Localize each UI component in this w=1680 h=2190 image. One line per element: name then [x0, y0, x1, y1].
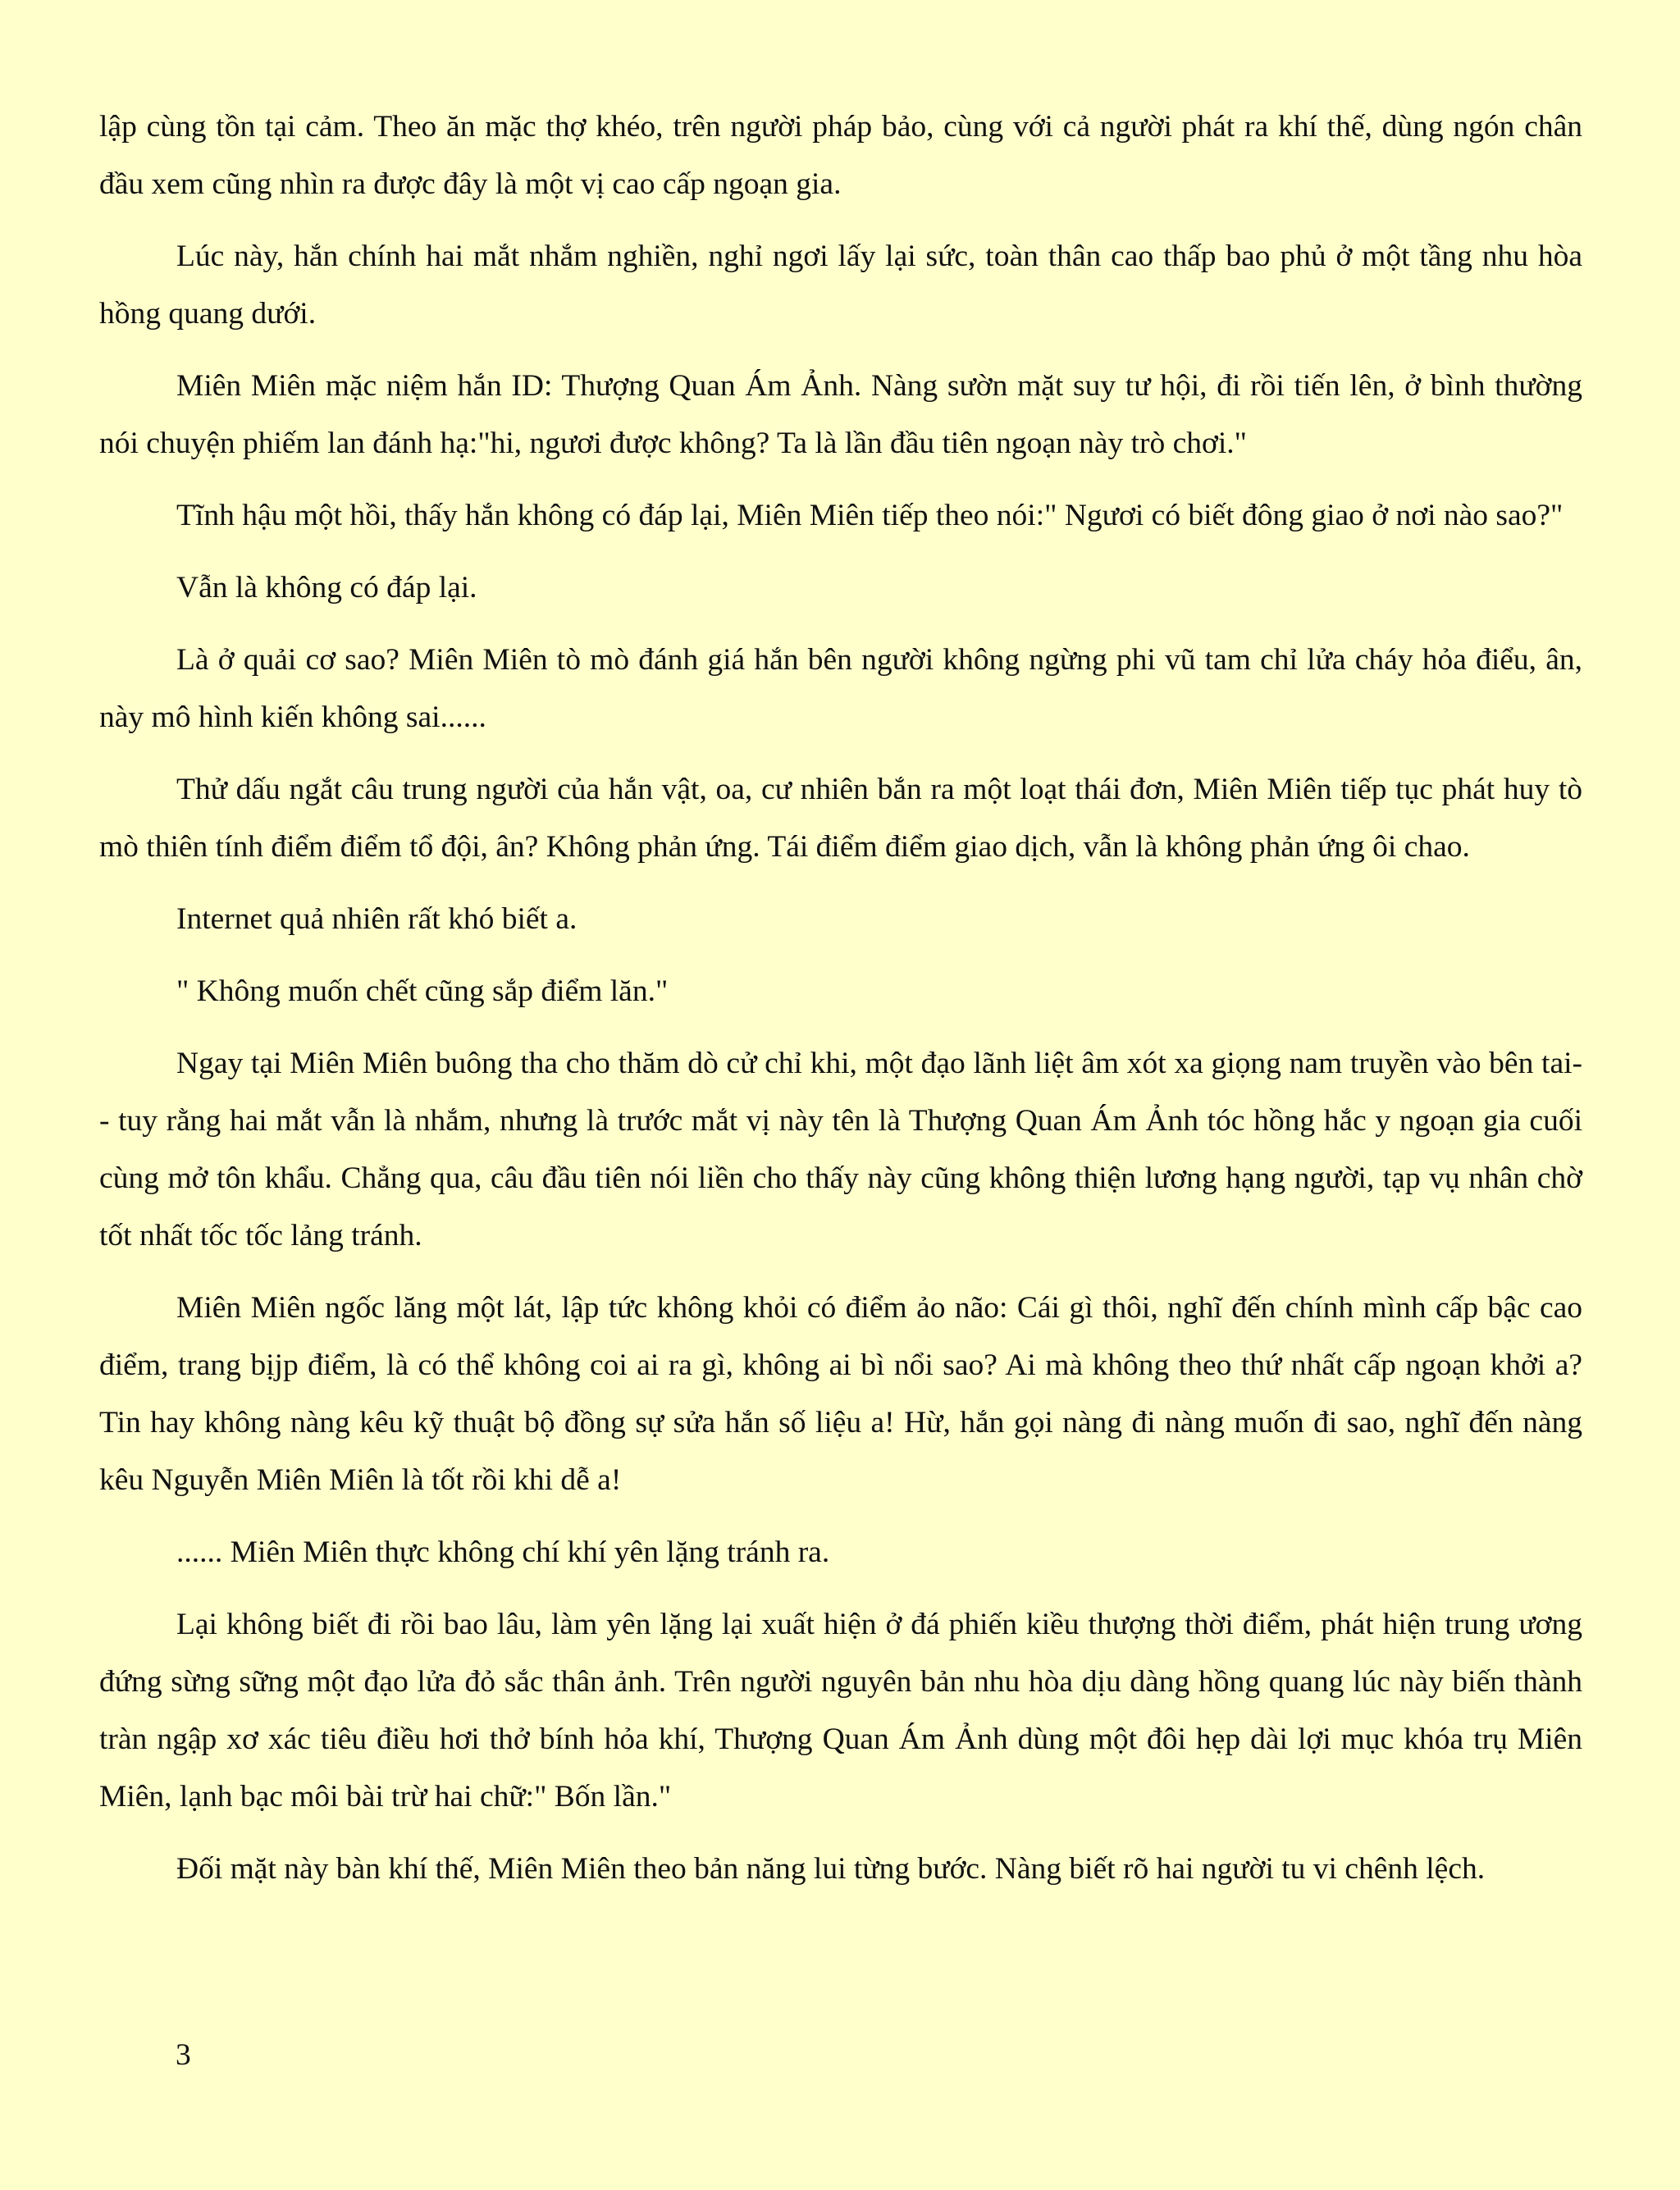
paragraph-9: " Không muốn chết cũng sắp điểm lăn.": [176, 974, 669, 1008]
paragraph-2: Lúc này, hắn chính hai mắt nhắm nghiền, nghỉ ngơi lấy lại sức, toàn thân cao thấp bao phủ ở một tầng nhu hòa hồng quang dưới.: [99, 240, 1582, 331]
paragraph-12: ...... Miên Miên thực không chí khí yên lặng tránh ra.: [176, 1535, 830, 1569]
paragraph-10: Ngay tại Miên Miên buông tha cho thăm dò cử chỉ khi, một đạo lãnh liệt âm xót xa giọng nam truyền vào bên tai-- tuy rằng hai mắt vẫn là nhắm, nhưng là trước mắt vị này tên là Thượng Quan Ám Ảnh tóc hồng hắc y ngoạn gia cuối cùng mở tôn khẩu. Chẳng qua, câu đầu tiên nói liền cho thấy này cũng không thiện lương hạng người, tạp vụ nhân chờ tốt nhất tốc tốc lảng tránh.: [99, 1047, 1582, 1252]
paragraph-8: Internet quả nhiên rất khó biết a.: [176, 902, 578, 936]
document-body: [99, 98, 1582, 1913]
paragraph-11: Miên Miên ngốc lăng một lát, lập tức không khỏi có điểm ảo não: Cái gì thôi, nghĩ đến chính mình cấp bậc cao điểm, trang bịjp điểm, là có thể không coi ai ra gì, không ai bì nổi sao? Ai mà không theo thứ nhất cấp ngoạn khởi a? Tin hay không nàng kêu kỹ thuật bộ đồng sự sửa hắn số liệu a! Hừ, hắn gọi nàng đi nàng muốn đi sao, nghĩ đến nàng kêu Nguyễn Miên Miên là tốt rồi khi dễ a!: [99, 1291, 1582, 1497]
paragraph-4: Tĩnh hậu một hồi, thấy hắn không có đáp lại, Miên Miên tiếp theo nói:" Ngươi có biết đông giao ở nơi nào sao?": [176, 499, 1564, 532]
paragraph-5: Vẫn là không có đáp lại.: [176, 571, 477, 605]
paragraph-13: Lại không biết đi rồi bao lâu, làm yên lặng lại xuất hiện ở đá phiến kiều thượng thời điểm, phát hiện trung ương đứng sừng sững một đạo lửa đỏ sắc thân ảnh. Trên người nguyên bản nhu hòa dịu dàng hồng quang lúc này biến thành tràn ngập xơ xác tiêu điều hơi thở bính hỏa khí, Thượng Quan Ám Ảnh dùng một đôi hẹp dài lợi mục khóa trụ Miên Miên, lạnh bạc môi bài trừ hai chữ:" Bốn lần.": [99, 1608, 1582, 1814]
paragraph-1: lập cùng tồn tại cảm. Theo ăn mặc thợ khéo, trên người pháp bảo, cùng với cả người phát ra khí thế, dùng ngón chân đầu xem cũng nhìn ra được đây là một vị cao cấp ngoạn gia.: [99, 110, 1582, 201]
paragraph-14: Đối mặt này bàn khí thế, Miên Miên theo bản năng lui từng bước. Nàng biết rõ hai người tu vi chênh lệch.: [176, 1852, 1486, 1886]
page-number: 3: [176, 2038, 191, 2072]
paragraph-3: Miên Miên mặc niệm hắn ID: Thượng Quan Ám Ảnh. Nàng sườn mặt suy tư hội, đi rồi tiến lên, ở bình thường nói chuyện phiếm lan đánh hạ:"hi, ngươi được không? Ta là lần đầu tiên ngoạn này trò chơi.": [99, 369, 1582, 460]
paragraph-7: Thử dấu ngắt câu trung người của hắn vật, oa, cư nhiên bắn ra một loạt thái đơn, Miên Miên tiếp tục phát huy tò mò thiên tính điểm điểm tổ đội, ân? Không phản ứng. Tái điểm điểm giao dịch, vẫn là không phản ứng ôi chao.: [99, 773, 1582, 864]
paragraph-6: Là ở quải cơ sao? Miên Miên tò mò đánh giá hắn bên người không ngừng phi vũ tam chỉ lửa cháy hỏa điểu, ân, này mô hình kiến không sai......: [99, 643, 1582, 734]
